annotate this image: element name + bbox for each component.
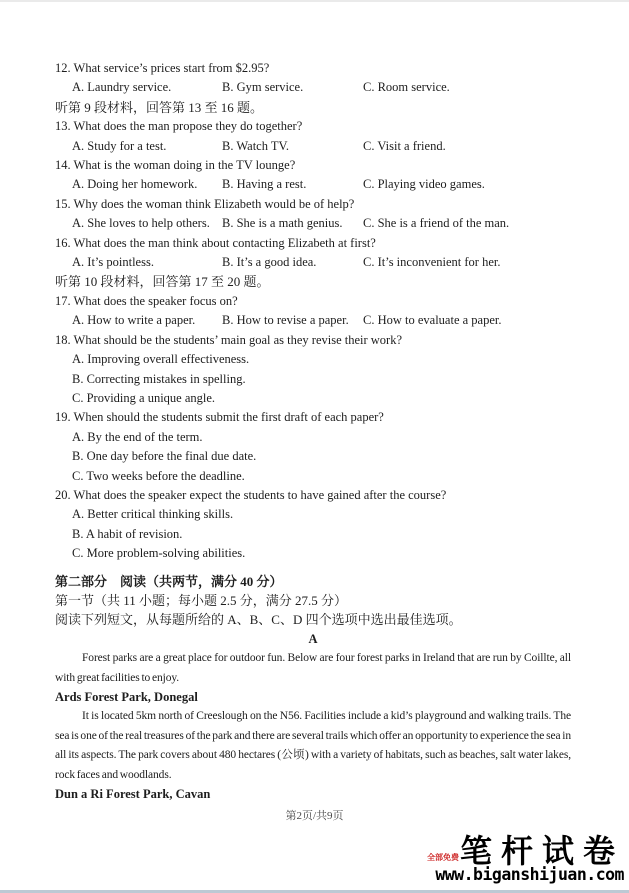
answer-option: C. Visit a friend. [363, 138, 446, 153]
answer-option: A. How to write a paper. [72, 313, 196, 328]
instruction-line: 第一节（共 11 小题；每小题 2.5 分，满分 27.5 分） [55, 592, 348, 608]
question-line: 19. When should the students submit the first draft of each paper? [55, 410, 384, 425]
instruction-line: 阅读下列短文，从每题所给的 A、B、C、D 四个选项中选出最佳选项。 [55, 612, 462, 628]
answer-option: A. By the end of the term. [72, 429, 203, 444]
options-row [55, 311, 571, 330]
answer-option: B. Gym service. [222, 80, 304, 95]
answer-option: B. She is a math genius. [222, 216, 343, 231]
question-line: 13. What does the man propose they do together? [55, 119, 303, 134]
question-line: 20. What does the speaker expect the students to have gained after the course? [55, 487, 447, 502]
answer-option: C. Providing a unique angle. [72, 390, 216, 405]
park-heading: Dun a Ri Forest Park, Cavan [55, 787, 211, 802]
options-row [55, 175, 571, 194]
instruction-line: 听第 10 段材料，回答第 17 至 20 题。 [55, 274, 270, 290]
watermark-brand-row [426, 833, 624, 869]
answer-option: B. It’s a good idea. [222, 255, 317, 270]
options-row [55, 214, 571, 233]
answer-option: A. Study for a test. [72, 138, 167, 153]
answer-option: B. A habit of revision. [72, 526, 183, 541]
answer-option: B. Watch TV. [222, 138, 290, 153]
question-line: 17. What does the speaker focus on? [55, 293, 238, 308]
answer-option: A. Laundry service. [72, 80, 172, 95]
answer-option: A. Better critical thinking skills. [72, 507, 234, 522]
document-content [55, 59, 571, 804]
page-top-divider [0, 0, 629, 2]
question-line: 16. What does the man think about contacting Elizabeth at first? [55, 235, 376, 250]
watermark-brand-name: 笔杆试卷 [459, 833, 624, 869]
site-watermark [426, 833, 624, 884]
passage-label: A [308, 631, 318, 646]
question-line: 18. What should be the students’ main goal as they revise their work? [55, 332, 403, 347]
park-heading: Ards Forest Park, Donegal [55, 690, 198, 704]
answer-option: A. Improving overall effectiveness. [72, 352, 250, 367]
answer-option: C. Room service. [363, 80, 450, 95]
passage-paragraph: It is located 5km north of Creeslough on the N56. Facilities include a kid’s playground and walking trails. The sea is one of the real treasures of the park and there are several trails which offer an opportunity to experience the sea in all its aspects. The park covers about 480 hectares (公顷) with a variety of habitats, such as beaches, salt water lakes, rock faces and woodlands. [55, 710, 571, 781]
options-row [55, 137, 571, 156]
watermark-url: www.biganshijuan.com [435, 865, 624, 884]
answer-option: C. It’s inconvenient for her. [363, 255, 501, 270]
answer-option: B. One day before the final due date. [72, 449, 257, 464]
answer-option: A. Doing her homework. [72, 177, 198, 192]
options-row [55, 78, 571, 97]
watermark-tagline: 全部免费 [426, 853, 459, 862]
answer-option: B. Having a rest. [222, 177, 307, 192]
answer-option: C. More problem-solving abilities. [72, 546, 246, 561]
answer-option: C. Playing video games. [363, 177, 485, 192]
answer-option: C. She is a friend of the man. [363, 216, 510, 231]
question-line: 12. What service’s prices start from $2.95? [55, 61, 270, 75]
answer-option: A. It’s pointless. [72, 255, 154, 270]
answer-option: B. How to revise a paper. [222, 313, 349, 328]
section-heading: 第二部分 阅读（共两节，满分 40 分） [55, 573, 283, 589]
passage-paragraph: Forest parks are a great place for outdoor fun. Below are four forest parks in Ireland that are run by Coillte, all with great facilities to enjoy. [55, 652, 571, 684]
answer-option: A. She loves to help others. [72, 216, 210, 231]
answer-option: C. Two weeks before the deadline. [72, 468, 245, 483]
answer-option: C. How to evaluate a paper. [363, 313, 502, 328]
instruction-line: 听第 9 段材料，回答第 13 至 16 题。 [55, 99, 264, 115]
question-line: 14. What is the woman doing in the TV lounge? [55, 158, 296, 173]
page-number-indicator: 第2页/共9页 [285, 810, 344, 822]
answer-option: B. Correcting mistakes in spelling. [72, 371, 246, 386]
question-line: 15. Why does the woman think Elizabeth would be of help? [55, 196, 355, 211]
options-row [55, 253, 571, 272]
section-gap [55, 564, 571, 572]
